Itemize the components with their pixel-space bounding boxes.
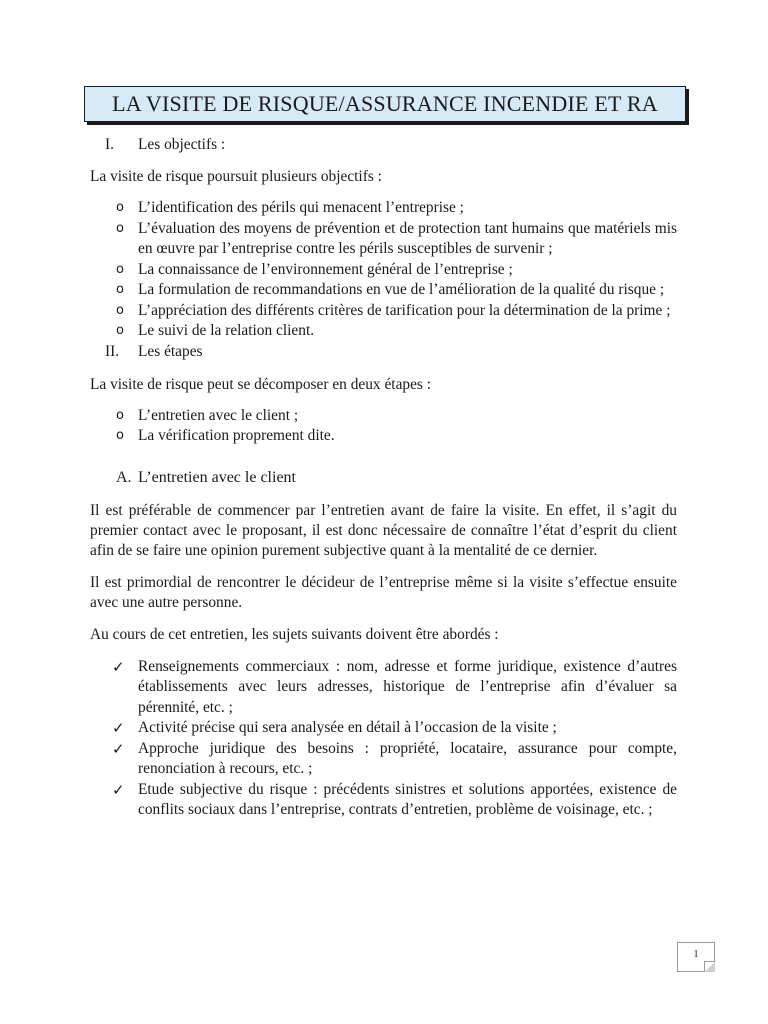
paragraph: Il est primordial de rencontrer le décideur de l’entreprise même si la visite s’effectue ensuite avec une autre personne. [90,573,677,611]
checklist-item: ✓ Activité précise qui sera analysée en détail à l’occasion de la visite ; [90,718,677,739]
list-item: o L’identification des périls qui menacent l’entreprise ; [90,198,677,219]
objectifs-list [90,198,677,342]
subsection-label: L’entretien avec le client [138,468,296,486]
section-label: Les objectifs : [138,136,226,153]
page-number-badge [677,942,715,972]
section-objectifs-heading [90,135,677,155]
bullet-circle: o [116,200,124,215]
checklist-item: ✓ Approche juridique des besoins : propriété, locataire, assurance pour compte, renonciation à recours, etc. ; [90,739,677,780]
list-item: o L’évaluation des moyens de prévention et de protection tant humains que matériels mis en œuvre par l’entreprise contre les périls susceptibles de survenir ; [90,219,677,260]
sujets-checklist [90,657,677,821]
list-item: o La formulation de recommandations en vue de l’amélioration de la qualité du risque ; [90,280,677,301]
bullet-circle: o [116,261,124,277]
section-number: II. [105,342,120,360]
paragraph: Il est préférable de commencer par l’entretien avant de faire la visite. En effet, il s’agit du premier contact avec le proposant, il est donc nécessaire de connaître l’état d’esprit du client afin de se faire une opinion purement subjective quant à la mentalité de ce dernier. [90,501,677,559]
bullet-circle: o [116,302,124,318]
subsection-letter: A. [116,468,132,486]
list-item: o L’entretien avec le client ; [90,406,677,427]
section-etapes-heading [90,342,677,362]
subsection-entretien-heading [90,467,677,489]
check-icon: ✓ [112,780,125,799]
section-label: Les étapes [138,342,203,360]
check-icon: ✓ [112,657,125,676]
paragraph: Au cours de cet entretien, les sujets suivants doivent être abordés : [90,625,499,643]
section-number: I. [105,136,114,153]
bullet-circle: o [116,428,124,443]
checklist-item: ✓ Etude subjective du risque : précédents sinistres et solutions apportées, existence de conflits sociaux dans l’entreprise, contrats d’entretien, problème de voisinage, etc. ; [90,780,677,821]
bullet-circle: o [116,407,124,423]
bullet-circle: o [116,220,124,236]
document-body [90,135,677,821]
page-fold-icon [704,961,715,972]
checklist-item: ✓ Renseignements commerciaux : nom, adresse et forme juridique, existence d’autres établissements avec leurs adresses, historique de l’entreprise afin d’évaluer sa pérennité, etc. ; [90,657,677,719]
list-item: o La vérification proprement dite. [90,426,677,447]
etapes-list [90,406,677,447]
document-title: LA VISITE DE RISQUE/ASSURANCE INCENDIE ET RA [84,86,686,122]
check-icon: ✓ [112,739,125,758]
objectifs-intro: La visite de risque poursuit plusieurs objectifs : [90,168,382,185]
bullet-circle: o [116,282,124,297]
etapes-intro: La visite de risque peut se décomposer en deux étapes : [90,375,432,393]
list-item: o La connaissance de l’environnement général de l’entreprise ; [90,260,677,281]
page-number: 1 [693,949,699,960]
list-item: o L’appréciation des différents critères de tarification pour la détermination de la prime ; [90,301,677,322]
check-icon: ✓ [112,719,125,737]
list-item: o Le suivi de la relation client. [90,321,677,342]
bullet-circle: o [116,323,124,338]
